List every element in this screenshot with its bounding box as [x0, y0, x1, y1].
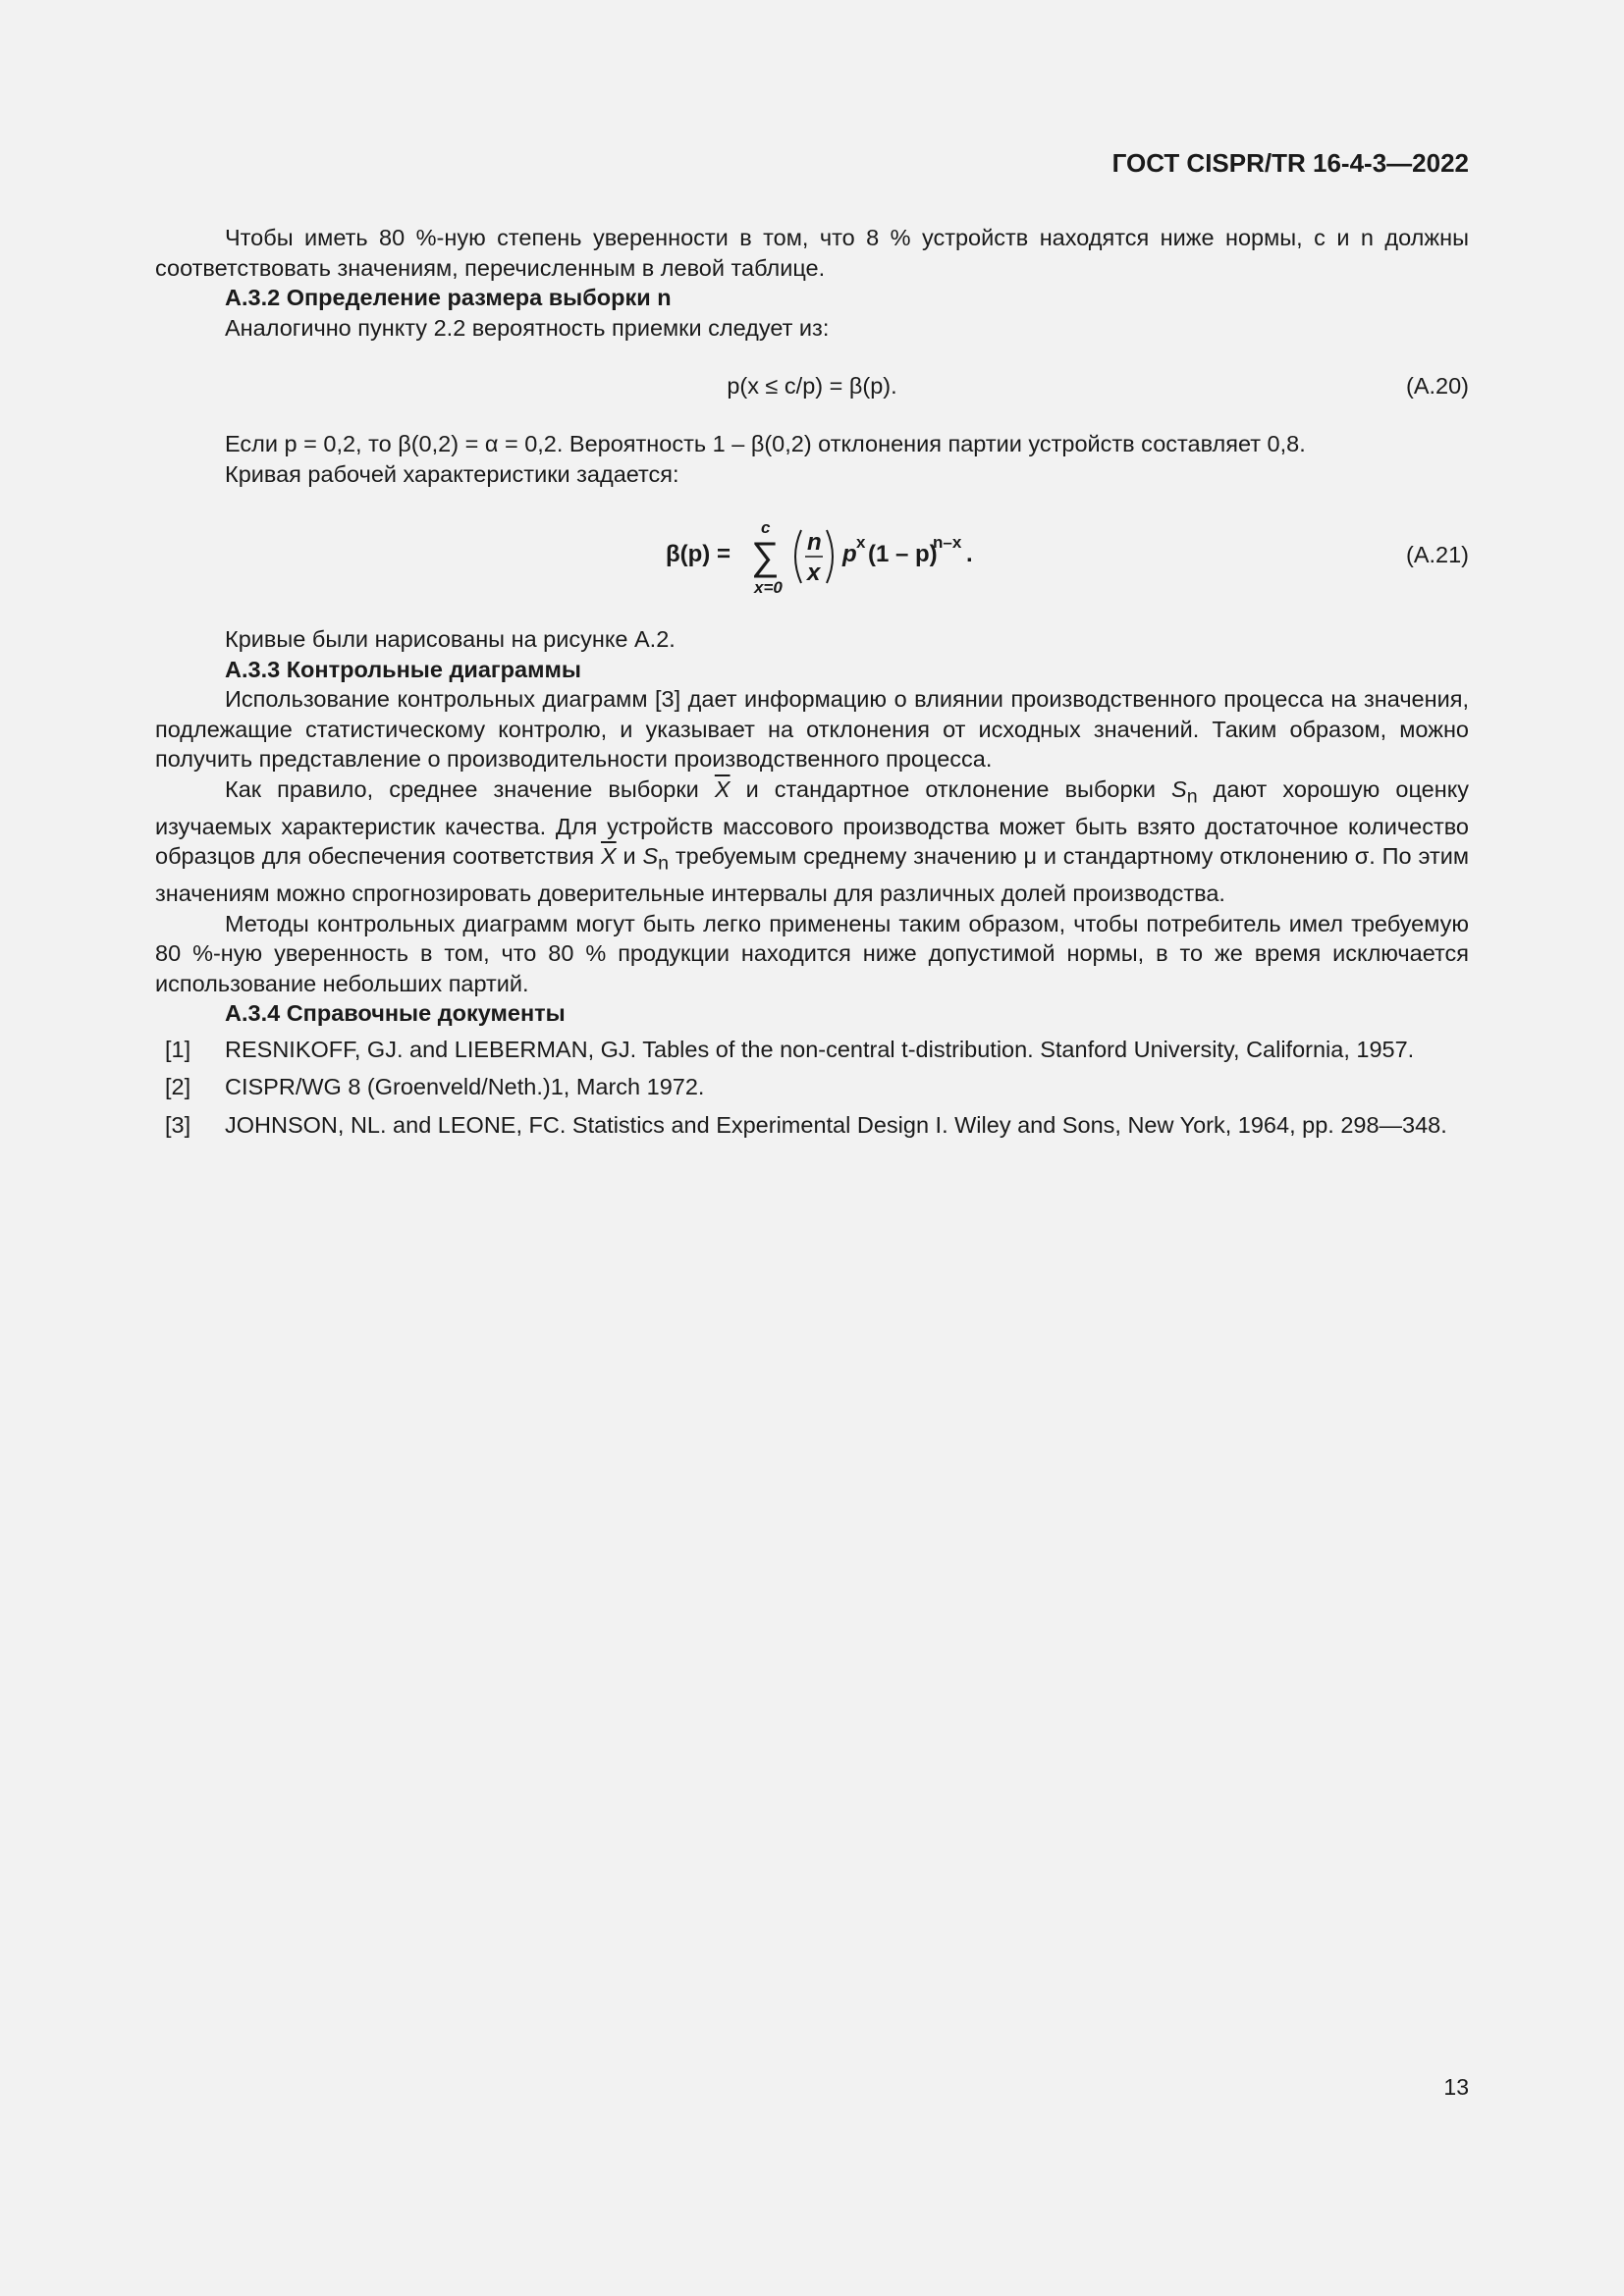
text-segment: и стандартное отклонение выборки [730, 775, 1172, 802]
reference-item [155, 1035, 1469, 1065]
paragraph-probability: Если p = 0,2, то β(0,2) = α = 0,2. Вероятность 1 – β(0,2) отклонения партии устройств составляет 0,8. [225, 431, 1306, 456]
reference-text: CISPR/WG 8 (Groenveld/Neth.)1, March 1972. [225, 1074, 705, 1100]
sample-std-subscript: n [1186, 785, 1198, 808]
document-id: ГОСТ CISPR/TR 16-4-3—2022 [1111, 148, 1469, 178]
text-segment: требуемым среднему значению μ и стандартному отклонению σ. По этим значениям можно спрогнозировать доверительные интервалы для различных долей производства. [155, 843, 1469, 907]
binom-right-paren-icon [827, 530, 833, 583]
paragraph-oc-curve: Кривая рабочей характеристики задается: [225, 460, 679, 487]
paragraph-figure-reference: Кривые были нарисованы на рисунке А.2. [225, 626, 676, 652]
sample-std-symbol: S [642, 843, 659, 870]
reference-item [155, 1072, 1469, 1102]
equation-a21 [155, 518, 1469, 595]
sample-std-symbol: S [1171, 775, 1187, 802]
formula-term-mid: (1 – p) [868, 541, 938, 567]
sample-mean-symbol: $\overline{X}$ [600, 843, 617, 870]
section-heading-a33: А.3.3 Контрольные диаграммы [225, 656, 581, 682]
section-heading-a32: А.3.2 Определение размера выборки n [225, 285, 672, 310]
reference-text: JOHNSON, NL. and LEONE, FC. Statistics and Experimental Design I. Wiley and Sons, New York, 1964, pp. 298—348. [225, 1111, 1447, 1138]
equation-a20-number: (А.20) [1406, 373, 1469, 399]
text-segment: Как правило, среднее значение выборки [225, 775, 715, 802]
formula-exponent-nx: n–x [933, 533, 962, 552]
sum-lower-limit: x=0 [754, 578, 783, 595]
binom-top: n [807, 529, 822, 556]
reference-item [155, 1110, 1469, 1141]
page-number: 13 [1443, 2074, 1469, 2100]
equation-a21-number: (А.21) [1406, 542, 1469, 567]
section-heading-a34: А.3.4 Справочные документы [225, 1000, 566, 1027]
sum-symbol-icon: ∑ [751, 535, 780, 578]
paragraph-sample-statistics [155, 774, 1469, 909]
paragraph-control-charts: Использование контрольных диаграмм [3] дает информацию о влиянии производственного процесса на значения, подлежащие статистическому контролю, и указывает на отклонения от исходных значений. Таким образом, можно получить представление о производительности производственного процесса. [155, 686, 1469, 772]
reference-number: [2] [165, 1074, 191, 1100]
binom-left-paren-icon [795, 530, 801, 583]
paragraph-methods: Методы контрольных диаграмм могут быть легко применены таким образом, чтобы потребитель имел требуемую 80 %-ную уверенность в том, что 80 % продукции находится ниже допустимой нормы, в то же время исключается использование небольших партий. [155, 910, 1469, 996]
text-segment: дают хорошую оценку изучаемых характеристик качества. Для устройств массового производства может быть взято достаточное количество образцов для обеспечения соответствия [155, 775, 1469, 870]
formula-end: . [966, 541, 973, 567]
formula-exponent-x: x [856, 533, 866, 552]
sample-mean-symbol: $\overline{X}$ [714, 775, 731, 802]
formula-a21 [666, 518, 1000, 595]
equation-a20-body: p(x ≤ c/p) = β(p). [727, 373, 897, 399]
text-segment: и [616, 843, 643, 870]
formula-lhs: β(p) = [666, 541, 731, 567]
reference-text: RESNIKOFF, GJ. and LIEBERMAN, GJ. Tables of the non-central t-distribution. Stanford University, California, 1957. [225, 1036, 1415, 1062]
sample-std-subscript: n [658, 852, 670, 875]
paragraph-confidence: Чтобы иметь 80 %-ную степень уверенности в том, что 8 % устройств находятся ниже нормы, c и n должны соответствовать значениям, перечисленным в левой таблице. [155, 225, 1469, 281]
sum-upper-limit: c [761, 518, 771, 537]
reference-number: [1] [165, 1036, 191, 1062]
reference-number: [3] [165, 1111, 191, 1138]
binom-bottom: x [807, 560, 821, 586]
page-content [155, 223, 1469, 1148]
equation-a20 [155, 371, 1469, 400]
formula-term-p: p [842, 541, 857, 567]
reference-list [155, 1035, 1469, 1141]
paragraph-acceptance: Аналогично пункту 2.2 вероятность приемки следует из: [225, 314, 830, 341]
